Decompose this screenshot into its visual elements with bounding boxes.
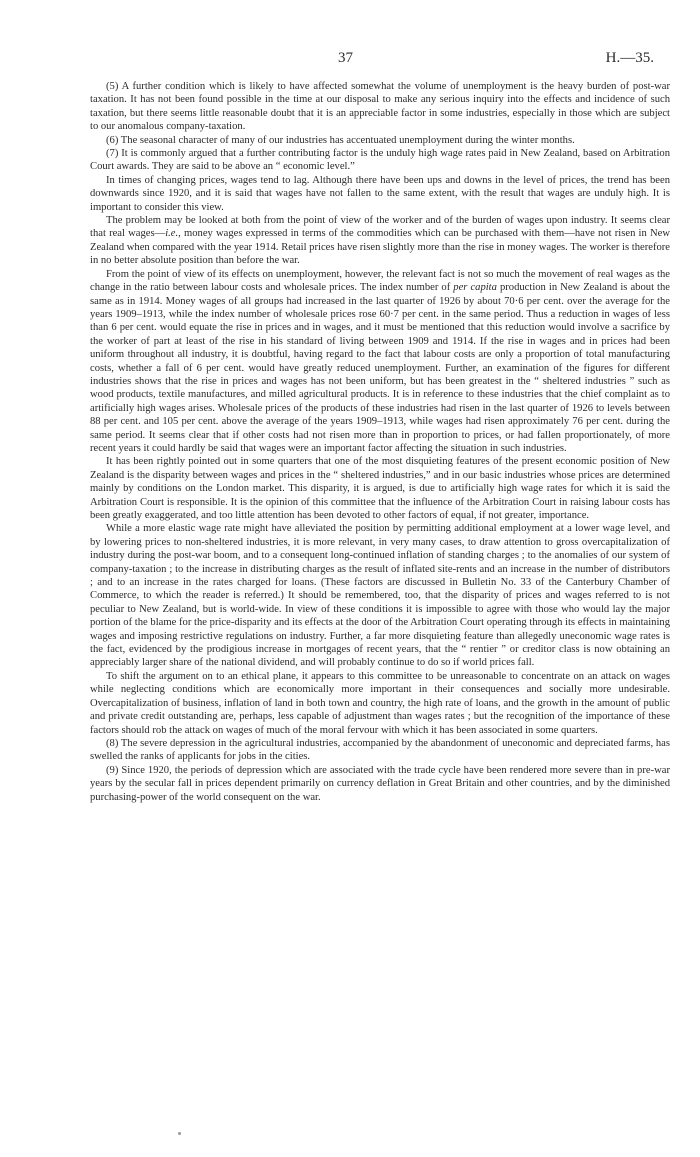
paragraph-unemployment-effects: [90, 268, 670, 456]
body-text: [90, 80, 670, 804]
document-reference: H.—35.: [605, 50, 654, 66]
page-header: [0, 50, 700, 72]
paragraph-real-wages-part-1: The problem may be looked at both from the point of view of the worker and of the burden of wages upon industry. It seems clear that real wages—: [90, 215, 670, 240]
paragraph-condition-8: (8) The severe depression in the agricultural industries, accompanied by the abandonment of uneconomic and depreciated farms, has swelled the ranks of applicants for jobs in the cities.: [90, 737, 670, 763]
paragraph-real-wages: [90, 214, 670, 268]
page-number: 37: [338, 50, 353, 66]
footer-dot: [178, 1132, 181, 1135]
paragraph-condition-9: (9) Since 1920, the periods of depression which are associated with the trade cycle have been rendered more severe than in pre-war years by the secular fall in prices dependent primarily on currency deflation in Great Britain and other countries, and by the diminished purchasing-power of the world consequent on the war.: [90, 764, 670, 803]
paragraph-condition-6: (6) The seasonal character of many of our industries has accentuated unemployment during the winter months.: [106, 134, 575, 146]
paragraph-changing-prices: In times of changing prices, wages tend to lag. Although there have been ups and downs in the level of prices, the trend has been downwards since 1920, and it is said that wages have not fallen to the same extent, with the result that wages are unduly high. It is important to consider this view.: [90, 174, 670, 213]
paragraph-unemployment-italic: per capita: [453, 282, 497, 294]
paragraph-condition-5: (5) A further condition which is likely to have affected somewhat the volume of unemployment is the heavy burden of post-war taxation. It has not been found possible in the time at our disposal to make any serious inquiry into the effects and incidence of such taxation, but there seems little reasonable doubt that it is an appreciable factor in some industries, especially in those which are subject to our anomalous company-taxation.: [90, 81, 670, 133]
paragraph-unemployment-part-1: From the point of view of its effects on unemployment, however, the relevant fact is not so much the movement of real wages as the change in the ratio between labour costs and wholesale prices. The index number of: [90, 268, 670, 294]
paragraph-real-wages-italic: i.e.,: [165, 228, 181, 240]
paragraph-disparity: It has been rightly pointed out in some quarters that one of the most disquieting features of the present economic position of New Zealand is the disparity between wages and prices in the “ sheltered industries,” and in our basic industries whose prices are determined mainly by conditions on the London market. This disparity, it is argued, is due to artificially high wage rates for which it is said the Arbitration Court is responsible. It is the opinion of this committee that the influence of the Arbitration Court in raising labour costs has been greatly exaggerated, and too little attention has been devoted to other factors of equal, if not greater, importance.: [90, 456, 670, 521]
paragraph-elastic-wage: While a more elastic wage rate might have alleviated the position by permitting additional employment at a lower wage level, and by lowering prices to non-sheltered industries, it is more relevant, in very many cases, to draw attention to gross overcapitalization of industry during the post-war boom, and to a consequent long-continued inflation of standing charges ; to the anomalies of our system of company-taxation ; to the increase in distributing charges as the result of inflated site-rents and an increase in the number of distributors ; and to an increase in the rates charged for loans. (These factors are discussed in Bulletin No. 33 of the Canterbury Chamber of Commerce, to which the reader is referred.) It should be remembered, too, that the disparity of prices and wages referred to is not peculiar to New Zealand, but is world-wide. In view of these conditions it is impossible to agree with those who would lay the major portion of the blame for the price-disparity and its effects at the door of the Arbitration Court operating through its effects in maintaining wages and imposing restrictive regulations on industry. Further, a far more disquieting feature than allegedly uneconomic wage rates is the fact, evidenced by the prodigious increase in mortgages of recent years, that the “ rentier ” or creditor class is now obtaining an appreciably larger share of the national dividend, and will probably continue to do so if world prices fall.: [90, 523, 670, 669]
paragraph-condition-7: (7) It is commonly argued that a further contributing factor is the unduly high wage rates paid in New Zealand, based on Arbitration Court awards. They are said to be above an “ economic level.”: [90, 148, 670, 173]
paragraph-unemployment-part-2: production in New Zealand is about the same as in 1914. Money wages of all groups had increased in the last quarter of 1926 by about 70·6 per cent. over the average for the years 1909–1913, while the index number of wholesale prices rose 60·7 per cent. in the same period. Thus a reduction in wages of less than 6 per cent. would equate the rise in prices and in wages, and it must be mentioned that this reduction would involve a sacrifice by the worker of part at least of the rise in his standard of living between 1909 and 1914. If the rise in wages and in prices had been uniform throughout all industry, it is doubtful, having regard to the fact that labour costs are only a proportion of total manufacturing costs, whether a fall of 6 per cent. would have greatly reduced unemployment. Further, an examination of the figures for different industries shows that the rise in prices and wages has not been uniform, but has been greatest in the “ sheltered industries ” such as wood products, textile manufactures, and milled agricultural products. It is in reference to these industries that the chief complaint as to artificially high wages arises. Wholesale prices of the products of these industries had risen in the last quarter of 1926 to levels between 88 per cent. and 105 per cent. above the average of the years 1909–1913, while wages had risen approximately 76 per cent. during the same period. It seems clear that if other costs had not risen more than in proportion to prices, or had fallen proportionately, of more recent years it could hardly be said that wages were an important factor affecting the situation in such industries.: [90, 282, 670, 454]
paragraph-real-wages-part-2: money wages expressed in terms of the commodities which can be purchased with them—have not risen in New Zealand when compared with the year 1914. Retail prices have risen slightly more than the rise in money wages. The worker is therefore in no better absolute position than before the war.: [90, 228, 670, 267]
paragraph-ethical-plane: To shift the argument on to an ethical plane, it appears to this committee to be unreasonable to concentrate on an attack on wages while neglecting conditions which are economically more important in their consequences and socially more undesirable. Overcapitalization of business, inflation of land in both town and country, the high rate of loans, and the growth in the amount of public and private credit outstanding are, perhaps, less capable of adjustment than wages rates ; but the recognition of the importance of these factors should rob the attack on wages of much of the moral fervour with which it has been associated in some quarters.: [90, 670, 670, 736]
